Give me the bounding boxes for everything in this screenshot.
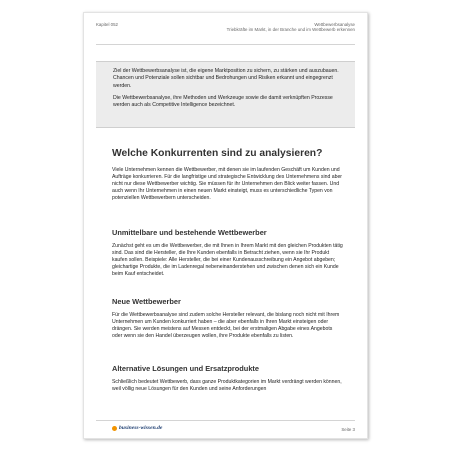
document-page (83, 12, 368, 439)
intro-box (96, 61, 355, 128)
header-title: Wettbewerbsanalyse (314, 22, 355, 27)
header-title-block (227, 22, 355, 33)
section-heading-alternatives: Alternative Lösungen und Ersatzprodukte (112, 364, 260, 373)
section-heading-direct-competitors: Unmittelbare und bestehende Wettbewerber (112, 228, 267, 237)
intro-paragraph-2: Die Wettbewerbsanalyse, ihre Methoden und Werkzeuge sowie die damit verknüpften Prozesse werden auch als Competitive Intelligence bezeichnet. (113, 94, 333, 109)
header-subtitle: Triebkräfte im Markt, in der Branche und im Wettbewerb erkennen (226, 27, 355, 33)
page-footer (96, 420, 355, 433)
logo-text: business-wissen.de (119, 425, 163, 431)
section-paragraph-direct-competitors: Zunächst geht es um die Wettbewerber, die mit Ihnen in Ihrem Markt mit den gleichen Produkten tätig sind. Das sind die Hersteller, die Ihre Kunden ebenfalls in Betracht ziehen, wenn sie Ihr Produkt kaufen sollen. Beispiele: Alle Hersteller, die bei einer Kundenausschreibung ein Angebot abgeben; gleichartige Produkte, die im Ladenregal nebeneinanderstehen und zwischen denen sich ein Kunde beim Kauf entscheidet. (112, 243, 343, 278)
chapter-label: Kapitel 052 (96, 22, 118, 27)
logo-dot-icon (112, 426, 117, 431)
section-heading-new-competitors: Neue Wettbewerber (112, 297, 181, 306)
brand-logo[interactable] (112, 425, 162, 431)
main-heading: Welche Konkurrenten sind zu analysieren? (112, 148, 323, 159)
page-number: Seite 3 (341, 427, 355, 432)
intro-paragraph-1: Ziel der Wettbewerbsanalyse ist, die eigene Marktposition zu sichern, zu stärken und auszubauen. Chancen und Potenziale sollen sichtbar und Bedrohungen und Risiken erkannt und eingegrenzt werden. (113, 68, 339, 89)
section-paragraph-new-competitors: Für die Wettbewerbsanalyse sind zudem solche Hersteller relevant, die bislang noch nicht mit Ihrem Unternehmen um Kunden konkurriert haben – die aber ebenfalls in Ihren Markt einsteigen oder drängen. Sie werden meistens auf Messen entdeckt, bei der erstmaligen Abgabe eines Angebots oder wenn sie den Handel überzeugen wollen, ihre Produkte ebenfalls zu listen. (112, 312, 340, 340)
page-header (96, 22, 355, 45)
main-paragraph: Viele Unternehmen kennen die Wettbewerber, mit denen sie im laufenden Geschäft um Kunden und Aufträge konkurrieren. Für die langfristige und strategische Entwicklung des Unternehmens sind aber nicht nur diese Wettbewerber wichtig. Sie müssen für ihr Unternehmen den Blick weiter fassen. Und auch wenn Ihr Unternehmen in einen neuen Markt einsteigt, muss es unterschiedliche Typen von potenziellen Wettbewerbern unterscheiden. (112, 167, 343, 202)
section-paragraph-alternatives: Schließlich bedeutet Wettbewerb, dass ganze Produktkategorien im Markt verdrängt werden können, weil völlig neue Lösungen für den Kunden und seine Anforderungen (112, 379, 342, 393)
